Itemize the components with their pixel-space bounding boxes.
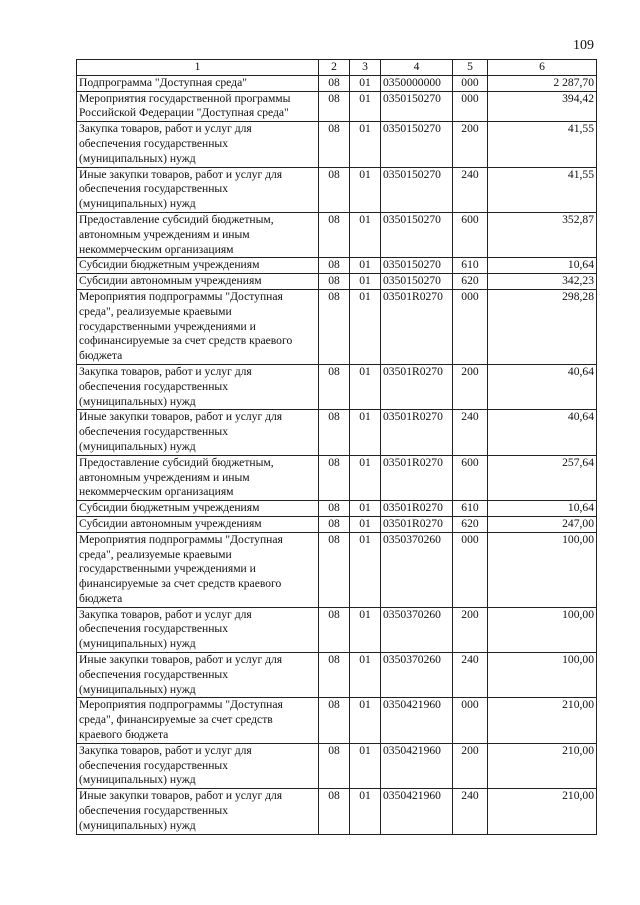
row-expense-type: 610 bbox=[453, 258, 488, 274]
column-header: 5 bbox=[453, 60, 488, 76]
row-subsection: 01 bbox=[350, 698, 381, 743]
header-row bbox=[77, 60, 597, 76]
row-subsection: 01 bbox=[350, 258, 381, 274]
row-amount: 41,55 bbox=[488, 122, 597, 167]
row-section: 08 bbox=[319, 364, 350, 409]
row-subsection: 01 bbox=[350, 122, 381, 167]
row-amount: 10,64 bbox=[488, 258, 597, 274]
table-row bbox=[77, 75, 597, 91]
table-row bbox=[77, 364, 597, 409]
row-amount: 210,00 bbox=[488, 743, 597, 788]
row-subsection: 01 bbox=[350, 212, 381, 257]
table-row bbox=[77, 122, 597, 167]
row-subsection: 01 bbox=[350, 364, 381, 409]
row-name: Подпрограмма "Доступная среда" bbox=[77, 75, 319, 91]
row-name: Закупка товаров, работ и услуг для обеспечения государственных (муниципальных) нужд bbox=[77, 122, 319, 167]
column-header: 1 bbox=[77, 60, 319, 76]
budget-table bbox=[76, 59, 597, 835]
row-amount: 100,00 bbox=[488, 653, 597, 698]
table-row bbox=[77, 516, 597, 532]
row-subsection: 01 bbox=[350, 167, 381, 212]
row-expense-type: 200 bbox=[453, 122, 488, 167]
row-subsection: 01 bbox=[350, 91, 381, 122]
row-expense-type: 610 bbox=[453, 501, 488, 517]
row-expense-type: 240 bbox=[453, 167, 488, 212]
row-subsection: 01 bbox=[350, 274, 381, 290]
row-name: Субсидии бюджетным учреждениям bbox=[77, 258, 319, 274]
row-amount: 40,64 bbox=[488, 410, 597, 455]
row-name: Субсидии бюджетным учреждениям bbox=[77, 501, 319, 517]
table-row bbox=[77, 501, 597, 517]
row-section: 08 bbox=[319, 501, 350, 517]
row-name: Иные закупки товаров, работ и услуг для обеспечения государственных (муниципальных) нужд bbox=[77, 167, 319, 212]
row-section: 08 bbox=[319, 258, 350, 274]
row-section: 08 bbox=[319, 789, 350, 834]
row-name: Субсидии автономным учреждениям bbox=[77, 516, 319, 532]
row-section: 08 bbox=[319, 516, 350, 532]
table-row bbox=[77, 743, 597, 788]
row-subsection: 01 bbox=[350, 455, 381, 500]
row-section: 08 bbox=[319, 532, 350, 607]
table-row bbox=[77, 532, 597, 607]
table-row bbox=[77, 212, 597, 257]
row-expense-type: 000 bbox=[453, 75, 488, 91]
row-subsection: 01 bbox=[350, 75, 381, 91]
row-expense-type: 000 bbox=[453, 91, 488, 122]
row-name: Иные закупки товаров, работ и услуг для обеспечения государственных (муниципальных) нужд bbox=[77, 789, 319, 834]
row-name: Мероприятия подпрограммы "Доступная среда", финансируемые за счет средств краевого бюджета bbox=[77, 698, 319, 743]
table-row bbox=[77, 274, 597, 290]
row-section: 08 bbox=[319, 274, 350, 290]
row-expense-type: 240 bbox=[453, 653, 488, 698]
row-name: Иные закупки товаров, работ и услуг для обеспечения государственных (муниципальных) нужд bbox=[77, 410, 319, 455]
row-amount: 10,64 bbox=[488, 501, 597, 517]
table-row bbox=[77, 289, 597, 364]
column-header: 2 bbox=[319, 60, 350, 76]
table-row bbox=[77, 410, 597, 455]
row-target-code: 03501R0270 bbox=[381, 455, 453, 500]
row-amount: 100,00 bbox=[488, 532, 597, 607]
table-row bbox=[77, 698, 597, 743]
row-amount: 247,00 bbox=[488, 516, 597, 532]
row-section: 08 bbox=[319, 410, 350, 455]
row-name: Закупка товаров, работ и услуг для обеспечения государственных (муниципальных) нужд bbox=[77, 743, 319, 788]
table-row bbox=[77, 258, 597, 274]
row-target-code: 03501R0270 bbox=[381, 364, 453, 409]
row-target-code: 0350370260 bbox=[381, 607, 453, 652]
row-name: Закупка товаров, работ и услуг для обеспечения государственных (муниципальных) нужд bbox=[77, 364, 319, 409]
table-row bbox=[77, 653, 597, 698]
row-subsection: 01 bbox=[350, 789, 381, 834]
row-section: 08 bbox=[319, 698, 350, 743]
row-section: 08 bbox=[319, 653, 350, 698]
row-target-code: 0350421960 bbox=[381, 743, 453, 788]
row-target-code: 0350150270 bbox=[381, 122, 453, 167]
row-name: Закупка товаров, работ и услуг для обеспечения государственных (муниципальных) нужд bbox=[77, 607, 319, 652]
row-name: Мероприятия подпрограммы "Доступная среда", реализуемые краевыми государственными учреждениями и софинансируемые за счет средств краевого бюджета bbox=[77, 289, 319, 364]
row-expense-type: 620 bbox=[453, 274, 488, 290]
row-name: Субсидии автономным учреждениям bbox=[77, 274, 319, 290]
row-subsection: 01 bbox=[350, 501, 381, 517]
row-target-code: 0350150270 bbox=[381, 167, 453, 212]
row-amount: 352,87 bbox=[488, 212, 597, 257]
row-name: Предоставление субсидий бюджетным, автономным учреждениям и иным некоммерческим организациям bbox=[77, 212, 319, 257]
row-subsection: 01 bbox=[350, 289, 381, 364]
row-expense-type: 620 bbox=[453, 516, 488, 532]
row-expense-type: 000 bbox=[453, 532, 488, 607]
row-amount: 41,55 bbox=[488, 167, 597, 212]
row-expense-type: 240 bbox=[453, 789, 488, 834]
row-expense-type: 200 bbox=[453, 364, 488, 409]
column-header: 4 bbox=[381, 60, 453, 76]
row-name: Иные закупки товаров, работ и услуг для обеспечения государственных (муниципальных) нужд bbox=[77, 653, 319, 698]
row-subsection: 01 bbox=[350, 410, 381, 455]
column-header: 6 bbox=[488, 60, 597, 76]
row-subsection: 01 bbox=[350, 743, 381, 788]
row-section: 08 bbox=[319, 607, 350, 652]
row-target-code: 0350370260 bbox=[381, 653, 453, 698]
row-amount: 394,42 bbox=[488, 91, 597, 122]
row-amount: 210,00 bbox=[488, 789, 597, 834]
row-target-code: 03501R0270 bbox=[381, 516, 453, 532]
row-target-code: 0350000000 bbox=[381, 75, 453, 91]
row-target-code: 03501R0270 bbox=[381, 289, 453, 364]
row-section: 08 bbox=[319, 75, 350, 91]
row-section: 08 bbox=[319, 122, 350, 167]
row-section: 08 bbox=[319, 212, 350, 257]
page-number: 109 bbox=[573, 38, 594, 53]
table-row bbox=[77, 789, 597, 834]
row-section: 08 bbox=[319, 167, 350, 212]
row-amount: 298,28 bbox=[488, 289, 597, 364]
row-amount: 342,23 bbox=[488, 274, 597, 290]
row-expense-type: 240 bbox=[453, 410, 488, 455]
table-row bbox=[77, 455, 597, 500]
row-name: Мероприятия государственной программы Российской Федерации "Доступная среда" bbox=[77, 91, 319, 122]
table-row bbox=[77, 607, 597, 652]
row-expense-type: 200 bbox=[453, 607, 488, 652]
row-target-code: 0350150270 bbox=[381, 274, 453, 290]
row-expense-type: 600 bbox=[453, 212, 488, 257]
row-target-code: 03501R0270 bbox=[381, 410, 453, 455]
row-target-code: 0350150270 bbox=[381, 258, 453, 274]
row-target-code: 0350150270 bbox=[381, 91, 453, 122]
row-expense-type: 200 bbox=[453, 743, 488, 788]
row-amount: 257,64 bbox=[488, 455, 597, 500]
table-row bbox=[77, 91, 597, 122]
row-name: Мероприятия подпрограммы "Доступная среда", реализуемые краевыми государственными учреждениями и финансируемые за счет средств краевого бюджета bbox=[77, 532, 319, 607]
row-target-code: 0350150270 bbox=[381, 212, 453, 257]
row-target-code: 0350370260 bbox=[381, 532, 453, 607]
row-expense-type: 000 bbox=[453, 698, 488, 743]
row-name: Предоставление субсидий бюджетным, автономным учреждениям и иным некоммерческим организациям bbox=[77, 455, 319, 500]
row-target-code: 03501R0270 bbox=[381, 501, 453, 517]
row-expense-type: 600 bbox=[453, 455, 488, 500]
row-subsection: 01 bbox=[350, 607, 381, 652]
row-subsection: 01 bbox=[350, 516, 381, 532]
column-header: 3 bbox=[350, 60, 381, 76]
row-subsection: 01 bbox=[350, 532, 381, 607]
table-row bbox=[77, 167, 597, 212]
row-section: 08 bbox=[319, 455, 350, 500]
row-expense-type: 000 bbox=[453, 289, 488, 364]
row-amount: 2 287,70 bbox=[488, 75, 597, 91]
row-target-code: 0350421960 bbox=[381, 698, 453, 743]
row-subsection: 01 bbox=[350, 653, 381, 698]
row-section: 08 bbox=[319, 91, 350, 122]
row-section: 08 bbox=[319, 289, 350, 364]
row-section: 08 bbox=[319, 743, 350, 788]
row-amount: 100,00 bbox=[488, 607, 597, 652]
row-amount: 210,00 bbox=[488, 698, 597, 743]
row-amount: 40,64 bbox=[488, 364, 597, 409]
row-target-code: 0350421960 bbox=[381, 789, 453, 834]
